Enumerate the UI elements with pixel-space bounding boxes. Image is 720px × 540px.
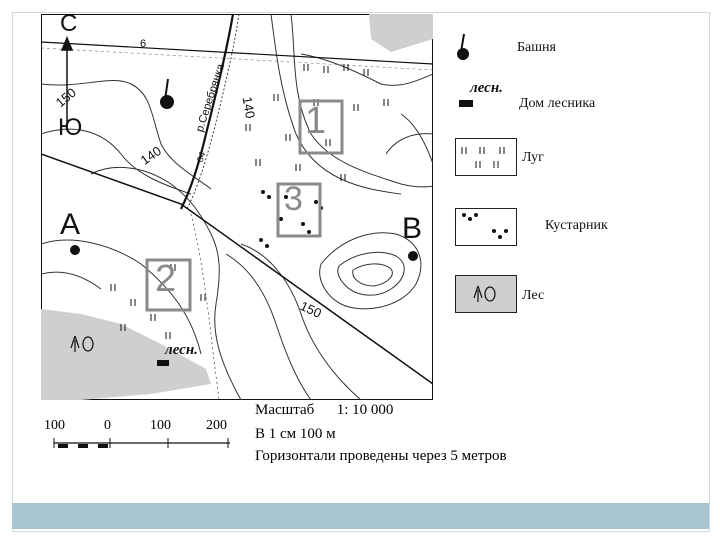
contour-label-150-right: 150 — [297, 298, 324, 321]
river-label: р.Серебрянка — [193, 62, 228, 134]
forester-house-map — [157, 360, 169, 366]
scale-bar-label-0: 0 — [104, 418, 111, 433]
legend-label-meadow: Луг — [522, 150, 544, 165]
shrub-icon — [455, 208, 517, 246]
legend-label-forest: Лес — [522, 288, 545, 303]
compass-south-label: Ю — [58, 114, 83, 141]
scale-ratio: 1: 10 000 — [336, 402, 394, 418]
forester-house-map-label: лесн. — [165, 342, 198, 358]
scale-title: Масштаб — [255, 402, 315, 418]
river-small-label: 04 — [194, 150, 208, 164]
bottom-band — [12, 503, 709, 529]
compass-north-label: С — [60, 10, 78, 37]
tower-icon — [454, 32, 474, 62]
scale-bar-label-100-right: 100 — [150, 418, 171, 433]
legend-label-forester-house: Дом лесника — [519, 96, 596, 111]
forester-house-icon — [459, 100, 473, 107]
legend-label-tower: Башня — [517, 40, 556, 55]
contour-label-140-left: 140 — [137, 143, 165, 168]
legend-label-shrub: Кустарник — [545, 218, 608, 233]
point-a-label: А — [60, 208, 81, 241]
forest-icon — [455, 275, 517, 313]
zone-label-2: 2 — [155, 258, 177, 300]
topographic-map — [41, 14, 433, 400]
scale-bar-label-100-left: 100 — [44, 418, 65, 433]
meadow-icon — [455, 138, 517, 176]
zone-label-1: 1 — [305, 100, 327, 142]
road-number: 6 — [140, 38, 147, 50]
contour-label-140-center: 140 — [239, 95, 259, 120]
scale-title-line — [255, 402, 393, 419]
scale-bar-label-200: 200 — [206, 418, 227, 433]
point-a-dot — [70, 245, 80, 255]
zone-label-3: 3 — [284, 180, 303, 218]
point-b-dot — [408, 251, 418, 261]
contour-label-150-left: 150 — [52, 84, 79, 111]
scale-cm-text: В 1 см 100 м — [255, 426, 336, 442]
scale-bar — [52, 436, 232, 450]
forester-house-icon-caption: лесн. — [470, 80, 503, 96]
point-b-label: В — [402, 212, 423, 245]
scale-contour-text: Горизонтали проведены через 5 метров — [255, 448, 507, 464]
